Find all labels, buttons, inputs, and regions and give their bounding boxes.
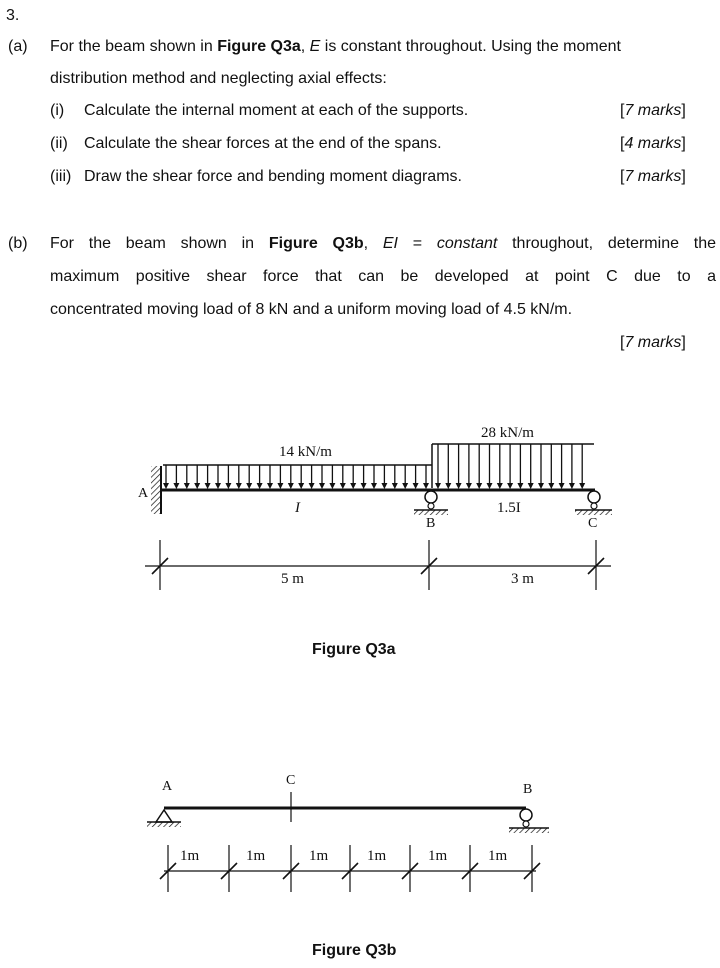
q3b-span-4: 1m xyxy=(367,848,387,864)
part-a-intro-text-2: , xyxy=(300,38,310,55)
udl-28-arrow-head xyxy=(476,483,482,489)
marks-text: 4 marks xyxy=(624,135,682,152)
q3b-span-1: 1m xyxy=(180,848,200,864)
udl-28-arrow-head xyxy=(559,483,565,489)
udl-28-arrows xyxy=(435,444,585,489)
udl-28-arrow-head xyxy=(466,483,472,489)
udl-28-arrow-head xyxy=(456,483,462,489)
q3b-dimension-ticks xyxy=(160,845,540,892)
part-a-label: (a) xyxy=(8,38,28,55)
q3b-span-5: 1m xyxy=(428,848,448,864)
marks-bracket-close: ] xyxy=(681,135,686,152)
udl-14-arrow-head xyxy=(267,483,273,489)
udl-14-arrow-head xyxy=(298,483,304,489)
udl-14-arrow-head xyxy=(194,483,200,489)
part-a-figure-ref: Figure Q3a xyxy=(217,38,301,55)
udl-14-arrow-head xyxy=(184,483,190,489)
item-text-iii: Draw the shear force and bending moment diagrams. xyxy=(84,168,462,185)
support-label-b: B xyxy=(426,516,436,531)
udl-14-arrow-head xyxy=(163,483,169,489)
udl-14-arrow-head xyxy=(350,483,356,489)
udl-14-arrow-head xyxy=(257,483,263,489)
udl-14-arrow-head xyxy=(381,483,387,489)
udl-14-arrows xyxy=(163,465,429,489)
udl-14-arrow-head xyxy=(288,483,294,489)
q3b-span-6: 1m xyxy=(488,848,508,864)
udl-14-arrow-head xyxy=(173,483,179,489)
figure-q3a-caption: Figure Q3a xyxy=(312,641,396,658)
support-a-pin xyxy=(156,810,172,822)
udl-14-arrow-head xyxy=(340,483,346,489)
support-b-pin xyxy=(425,491,437,503)
udl-14-arrow-head xyxy=(413,483,419,489)
q3b-label-c: C xyxy=(286,773,296,788)
marks-bracket-close: ] xyxy=(681,168,686,185)
support-b-q3b-pin xyxy=(520,809,532,821)
marks-bracket-close: ] xyxy=(681,102,686,119)
udl-14-arrow-head xyxy=(246,483,252,489)
part-b-text-3: = xyxy=(397,235,437,252)
udl-28-arrow-head xyxy=(548,483,554,489)
load-label-28: 28 kN/m xyxy=(481,425,534,441)
support-label-c: C xyxy=(588,516,598,531)
udl-28-arrow-head xyxy=(435,483,441,489)
part-a-intro-text-1: For the beam shown in xyxy=(50,38,218,55)
udl-14-arrow-head xyxy=(329,483,335,489)
udl-14-arrow-head xyxy=(392,483,398,489)
udl-28-arrow-head xyxy=(445,483,451,489)
udl-14-arrow-head xyxy=(371,483,377,489)
dimension-label-3m: 3 m xyxy=(511,571,534,587)
marks-bracket-open: [ xyxy=(620,102,625,119)
udl-14-arrow-head xyxy=(277,483,283,489)
dimension-label-5m: 5 m xyxy=(281,571,304,587)
item-number-i: (i) xyxy=(50,102,65,119)
udl-14-arrow-head xyxy=(236,483,242,489)
udl-14-arrow-head xyxy=(319,483,325,489)
udl-28-arrow-head xyxy=(538,483,544,489)
q3b-label-a: A xyxy=(162,779,173,794)
part-b-line3: concentrated moving load of 8 kN and a uniform moving load of 4.5 kN/m. xyxy=(50,301,573,318)
question-number: 3. xyxy=(6,7,20,24)
udl-14-arrow-head xyxy=(225,483,231,489)
marks-text: 7 marks xyxy=(624,168,682,185)
udl-14-arrow-head xyxy=(205,483,211,489)
part-a-intro-text-3: is constant throughout. Using the moment xyxy=(320,38,621,55)
support-c-pin xyxy=(588,491,600,503)
marks-bracket-open: [ xyxy=(620,334,625,351)
marks-bracket-close: ] xyxy=(681,334,686,351)
udl-14-arrow-head xyxy=(309,483,315,489)
udl-28-arrow-head xyxy=(487,483,493,489)
udl-28-arrow-head xyxy=(579,483,585,489)
support-b-q3b-hatch xyxy=(509,828,549,833)
load-label-14: 14 kN/m xyxy=(279,444,332,460)
fixed-support-a xyxy=(151,466,161,514)
inertia-label-right: 1.5I xyxy=(497,500,521,516)
udl-28-arrow-head xyxy=(517,483,523,489)
udl-14-arrow-head xyxy=(215,483,221,489)
support-label-a: A xyxy=(138,486,149,501)
support-a-hatch xyxy=(147,822,181,827)
inertia-label-left: I xyxy=(295,500,300,516)
part-b-text-2: , xyxy=(363,235,383,252)
marks-bracket-open: [ xyxy=(620,135,625,152)
udl-14-arrow-head xyxy=(361,483,367,489)
part-b-symbol-ei: EI xyxy=(382,235,398,252)
item-number-iii: (iii) xyxy=(50,168,72,185)
item-text-ii: Calculate the shear forces at the end of the spans. xyxy=(84,135,442,152)
support-b-roller xyxy=(428,503,434,509)
q3b-span-3: 1m xyxy=(309,848,329,864)
part-b-line2: maximum positive shear force that can be developed at point C due to a xyxy=(50,268,716,285)
support-c-roller xyxy=(591,503,597,509)
udl-28-arrow-head xyxy=(528,483,534,489)
support-b-q3b-roller xyxy=(523,821,529,827)
part-a-symbol-e: E xyxy=(309,38,321,55)
part-b-text-4: throughout, determine the xyxy=(497,235,717,252)
support-c-hatch xyxy=(575,510,612,515)
udl-28-arrow-head xyxy=(507,483,513,489)
item-number-ii: (ii) xyxy=(50,135,68,152)
part-b-text-1: For the beam shown in xyxy=(50,235,269,252)
part-a-intro-line2: distribution method and neglecting axial effects: xyxy=(50,70,387,87)
part-b-constant: constant xyxy=(436,235,498,252)
marks-bracket-open: [ xyxy=(620,168,625,185)
support-b-hatch xyxy=(414,510,448,515)
udl-28-arrow-head xyxy=(497,483,503,489)
part-b-label: (b) xyxy=(8,235,28,252)
udl-14-arrow-head xyxy=(423,483,429,489)
udl-28-arrow-head xyxy=(569,483,575,489)
marks-text: 7 marks xyxy=(624,102,682,119)
udl-14-arrow-head xyxy=(402,483,408,489)
marks-text: 7 marks xyxy=(624,334,682,351)
figure-q3b-caption: Figure Q3b xyxy=(312,942,397,959)
q3b-span-2: 1m xyxy=(246,848,266,864)
part-b-figure-ref: Figure Q3b xyxy=(268,235,364,252)
q3b-label-b: B xyxy=(523,782,533,797)
item-text-i: Calculate the internal moment at each of the supports. xyxy=(84,102,469,119)
